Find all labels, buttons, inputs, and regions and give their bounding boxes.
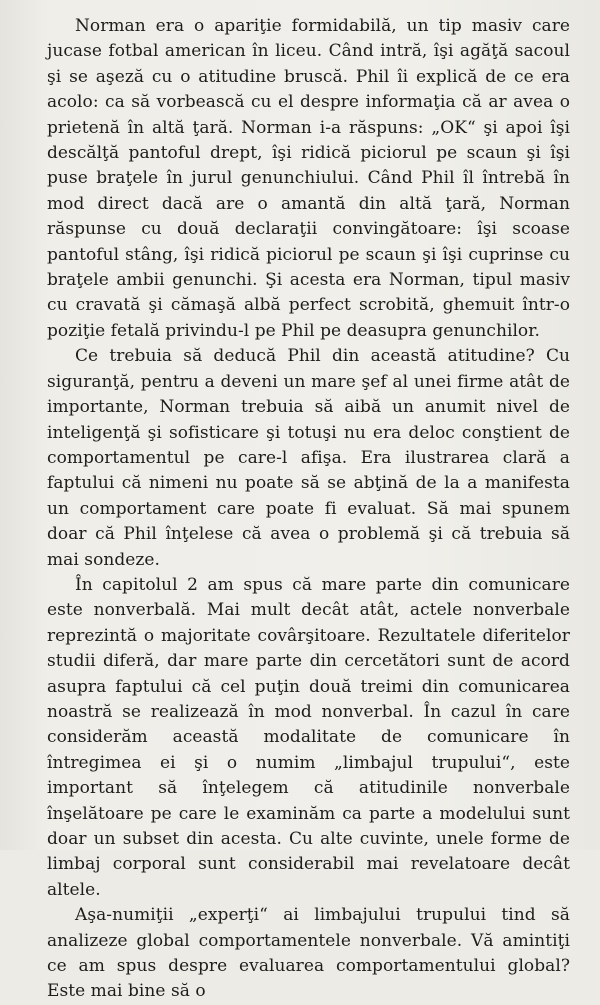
paragraph-norman-description: Norman era o apariţie formidabilă, un tip masiv care jucase fotbal american în liceu. Când intră, îşi agăţă sacoul şi se aşeză cu o atitudine bruscă. Phil îi explică de ce era acolo: ca să vorbească cu el despre informaţia că ar avea o prietenă în altă ţară. Norman i-a răspuns: „OK“ şi apoi îşi descălţă pantoful drept, îşi ridică piciorul pe scaun şi îşi puse braţele în jurul genunchiului. Când Phil îl întrebă în mod direct dacă are o amantă din altă ţară, Norman răspunse cu două declaraţii convingătoare: îşi scoase pantoful stâng, îşi ridică piciorul pe scaun şi îşi cuprinse cu braţele ambii genunchi. Şi acesta era Norman, tipul masiv cu cravată şi cămaşă albă perfect scrobită, ghemuit într-o poziţie fetală privindu-l pe Phil pe deasupra genunchilor. <box>47 16 570 341</box>
paragraph-body-language-experts: Aşa-numiţii „experţi“ ai limbajului trupului tind să analizeze global comportamentele nonverbale. Vă amintiţi ce am spus despre evaluarea comportamentului global? Este mai bine să o <box>47 905 570 1002</box>
paragraph-phil-deduction: Ce trebuia să deducă Phil din această atitudine? Cu siguranţă, pentru a deveni un mare şef al unei firme atât de importante, Norman trebuia să aibă un anumit nivel de inteligenţă şi sofisticare şi totuşi nu era deloc conştient de comportamentul pe care-l afişa. Era ilustrarea clară a faptului că nimeni nu poate să se abţină de la a manifesta un comportament care poate fi evaluat. Să mai spunem doar că Phil înţelese că avea o problemă şi că trebuia să mai sondeze. <box>47 346 570 570</box>
paragraph-nonverbal-communication: În capitolul 2 am spus că mare parte din comunicare este nonverbală. Mai mult decât atât, actele nonverbale reprezintă o majoritate covârşitoare. Rezultatele diferitelor studii diferă, dar mare parte din cercetători sunt de acord asupra faptului că cel puţin două treimi din comunicarea noastră se realizează în mod nonverbal. În cazul în care considerăm această modalitate de comunicare în întregimea ei şi o numim „limbajul trupului“, este important să înţelegem că atitudinile nonverbale înşelătoare pe care le examinăm ca parte a modelului sunt doar un subset din acesta. Cu alte cuvinte, unele forme de limbaj corporal sunt considerabil mai revelatoare decât altele. <box>47 574 570 900</box>
